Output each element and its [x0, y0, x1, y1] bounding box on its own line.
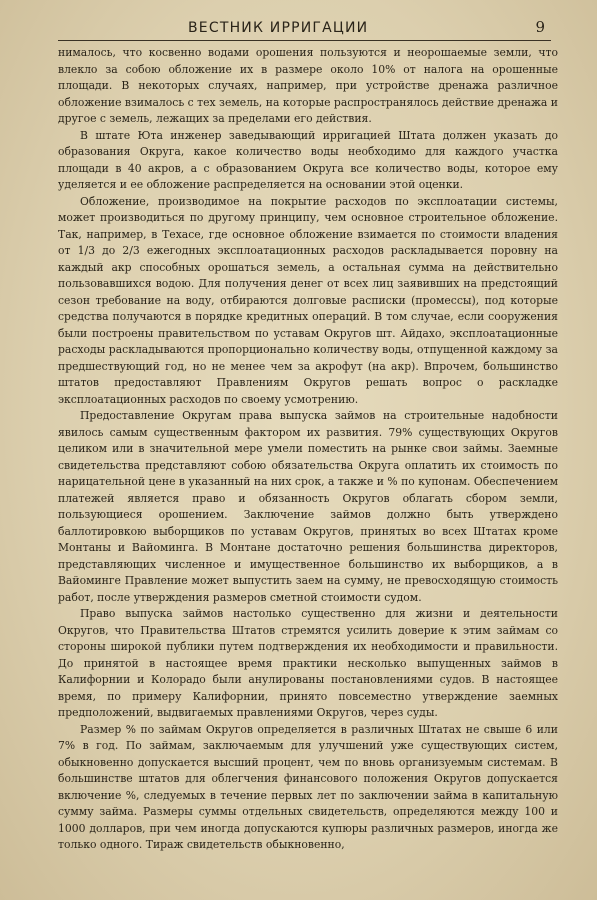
header-rule — [58, 40, 551, 41]
running-header — [58, 18, 557, 40]
paragraph: Размер % по займам Округов определяется в различных Штатах не свыше 6 или 7% в год. По займам, заключаемым для улучшений уже существующих систем, обыкновенно допускается высший процент, чем по вновь организуемым системам. В большинстве штатов для облегчения финансового положения Округов допускается включение %, следуемых в течение первых лет по заключении займа в капитальную сумму займа. Размеры суммы отдельных свидетельств, определяются между 100 и 1000 долларов, при чем иногда допускаются купюры различных размеров, иногда же только одного. Тираж свидетельств обыкновенно, — [58, 722, 558, 851]
page-number: 9 — [535, 18, 545, 36]
journal-title: ВЕСТНИК ИРРИГАЦИИ — [188, 20, 369, 36]
paragraph: Право выпуска займов настолько существенно для жизни и деятельности Округов, что Правительства Штатов стремятся усилить доверие к этим займам со стороны широкой публики путем подтверждения их необходимости и правильности. До принятой в настоящее время практики несколько выпущенных займов в Калифорнии и Колорадо были анулированы постановлениями судов. В настоящее время, по примеру Калифорнии, принято повсеместно утверждение заемных предположений, выдвигаемых правлениями Округов, через суды. — [58, 607, 558, 719]
article-body — [58, 45, 558, 895]
paragraph: Предоставление Округам права выпуска займов на строительные надобности явилось самым существенным фактором их развития. 79% существующих Округов целиком или в значительной мере умели поместить на рынке свои займы. Заемные свидетельства представляют собою обязательства Округа оплатить их стоимость по нарицательной цене в указанный на них срок, а также и % по купонам. Обеспечением платежей является право и обязанность Округов облагать сбором земли, пользующиеся орошением. Заключение займов должно быть утверждено баллотировкою выборщиков по уставам Округов, принятых во всех Штатах кроме Монтаны и Вайоминга. В Монтане достаточно решения большинства директоров, представляющих численное и имущественное большинство их выборщиков, а в Вайоминге Правление может выпустить заем на сумму, не превосходящую стоимость работ, после утверждения размеров сметной стоимости судом. — [58, 409, 558, 604]
paragraph: В штате Юта инженер заведывающий ирригацией Штата должен указать до образования Округа, какое количество воды необходимо для каждого участка площади в 40 акров, а с образованием Округа все количество воды, которое ему уделяется и ее обложение распределяется на основании этой оценки. — [58, 128, 558, 191]
paragraph: нималось, что косвенно водами орошения пользуются и неорошаемые земли, что влекло за собою обложение их в размере около 10% от налога на орошенные площади. В некоторых случаях, например, при устройстве дренажа различное обложение взималось с тех земель, на которые распространялось действие дренажа и другое с земель, лежащих за пределами его действия. — [58, 46, 558, 125]
paragraph: Обложение, производимое на покрытие расходов по эксплоатации системы, может производиться по другому принципу, чем основное строительное обложение. Так, например, в Техасе, где основное обложение взимается по стоимости владения от 1/3 до 2/3 ежегодных эксплоатационных расходов раскладывается поровну на каждый акр способных орошаться земель, а остальная сумма на действительно пользовавшихся водою. Для получения денег от всех лиц заявивших на предстоящий сезон требование на воду, отбираются долговые расписки (промессы), под которые средства получаются в порядке кредитных операций. В том случае, если сооружения были построены правительством по уставам Округов шт. Айдахо, эксплоатационные расходы раскладываются пропорционально количеству воды, отпущенной каждому за предшествующий год, но не менее чем за акрофут (на акр). Впрочем, большинство штатов предоставляют Правлениям Округов решать вопрос о раскладке эксплоатационных расходов по своему усмотрению. — [58, 194, 558, 406]
